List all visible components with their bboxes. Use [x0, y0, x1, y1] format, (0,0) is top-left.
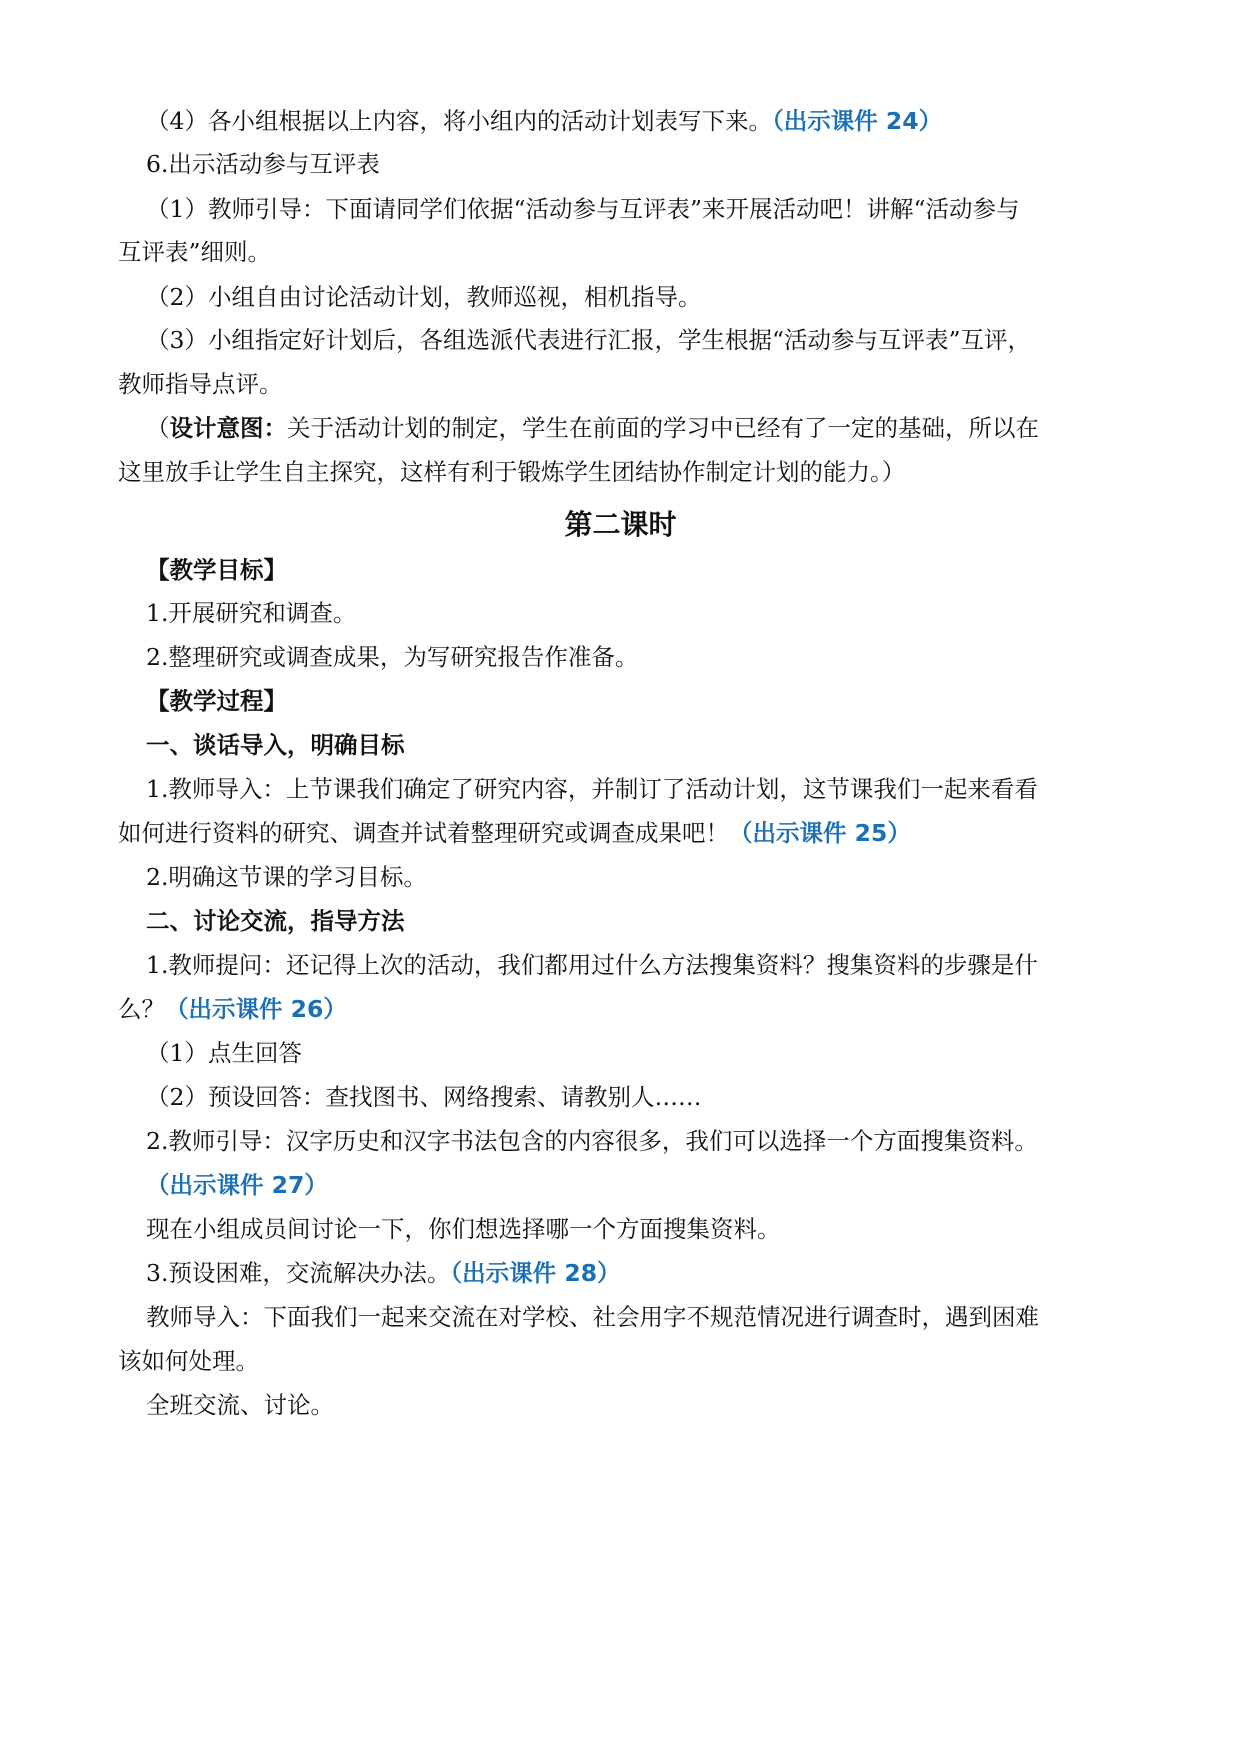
list-item: 2.整理研究或调查成果，为写研究报告作准备。	[146, 643, 639, 671]
paragraph-line: 这里放手让学生自主探究，这样有利于锻炼学生团结协作制定计划的能力。）	[118, 458, 906, 486]
courseware-ref: （出示课件 25）	[729, 819, 911, 847]
paragraph-line: （2）小组自由讨论活动计划，教师巡视，相机指导。	[146, 283, 702, 311]
courseware-ref: （出示课件 27）	[146, 1171, 328, 1199]
subheading: 一、谈话导入，明确目标	[146, 731, 405, 759]
section-title: 第二课时	[564, 508, 677, 541]
paragraph-line: 6.出示活动参与互评表	[146, 150, 380, 178]
paragraph-line: 教师指导点评。	[118, 370, 283, 398]
paragraph-line: 么？（出示课件 26）	[118, 995, 347, 1023]
courseware-ref: （出示课件 26）	[165, 995, 347, 1023]
paragraph-line: 1.教师导入：上节课我们确定了研究内容，并制订了活动计划，这节课我们一起来看看	[146, 775, 1038, 803]
paragraph-line	[0, 1167, 1241, 1203]
paragraph-line: （4）各小组根据以上内容，将小组内的活动计划表写下来。（出示课件 24）	[146, 107, 943, 135]
paragraph-line: 互评表”细则。	[118, 238, 272, 266]
design-intent-line: （设计意图：关于活动计划的制定，学生在前面的学习中已经有了一定的基础，所以在	[146, 414, 1039, 442]
courseware-ref: （出示课件 24）	[771, 107, 943, 135]
paragraph-line: 如何进行资料的研究、调查并试着整理研究或调查成果吧！（出示课件 25）	[118, 819, 911, 847]
paragraph-line: （3）小组指定好计划后，各组选派代表进行汇报，学生根据“活动参与互评表”互评，	[146, 326, 1031, 354]
heading-teaching-goals: 【教学目标】	[146, 556, 287, 584]
paragraph-line: 全班交流、讨论。	[146, 1391, 334, 1419]
paragraph-line: 2.明确这节课的学习目标。	[146, 863, 427, 891]
paragraph-line: （1）点生回答	[146, 1039, 302, 1067]
heading-teaching-process: 【教学过程】	[146, 687, 287, 715]
paragraph-line: 2.教师引导：汉字历史和汉字书法包含的内容很多，我们可以选择一个方面搜集资料。	[146, 1127, 1038, 1155]
paragraph-line: 现在小组成员间讨论一下，你们想选择哪一个方面搜集资料。	[146, 1215, 781, 1243]
courseware-ref: （出示课件 28）	[450, 1259, 621, 1287]
design-intent-label: 设计意图：	[169, 414, 287, 442]
paragraph-line: 1.教师提问：还记得上次的活动，我们都用过什么方法搜集资料？搜集资料的步骤是什	[146, 951, 1038, 979]
paragraph-line: （1）教师引导：下面请同学们依据“活动参与互评表”来开展活动吧！讲解“活动参与	[146, 195, 1020, 223]
subheading: 二、讨论交流，指导方法	[146, 907, 405, 935]
list-item: 1.开展研究和调查。	[146, 599, 357, 627]
paragraph-line: 该如何处理。	[118, 1347, 259, 1375]
paragraph-line: 教师导入：下面我们一起来交流在对学校、社会用字不规范情况进行调查时，遇到困难	[146, 1303, 1039, 1331]
paragraph-line: （2）预设回答：查找图书、网络搜索、请教别人……	[146, 1083, 702, 1111]
paragraph-line: 3.预设困难，交流解决办法。（出示课件 28）	[146, 1259, 621, 1287]
